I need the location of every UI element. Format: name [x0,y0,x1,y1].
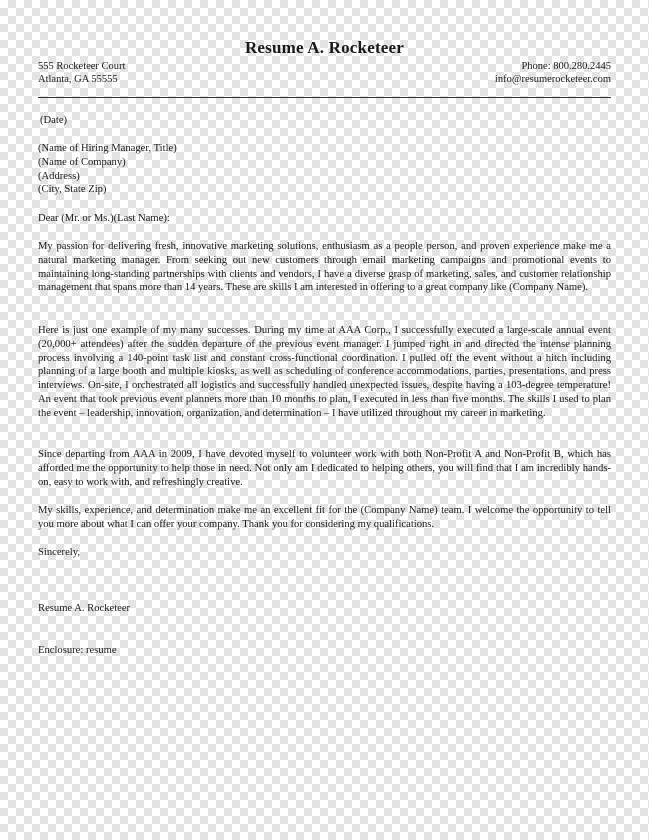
email-address: info@resumerocketeer.com [494,74,611,85]
recipient-block [38,142,611,197]
address-block [38,60,125,86]
contact-block [495,60,611,86]
recipient-line: (Address) [38,170,80,182]
recipient-line: (Name of Company) [38,156,126,168]
paragraph-1: My passion for delivering fresh, innovative marketing solutions, enthusiasm as a people person, and proven experience make me a natural marketing manager. From seeking out new customers through email marketing campaigns and promotional events to maintaining long-standing partnerships with clients and vendors, I have a diverse grasp of marketing, sales, and customer relationship management that spans more than 14 years. These are skills I am interested in offering to a great company like (Company Name). [38,241,611,294]
closing: Sincerely, [38,547,80,558]
paragraph-4: My skills, experience, and determination make me an excellent fit for the (Company Name) team. I welcome the opportunity to tell you more about what I can offer your company. Thank you for considering my qualifications. [38,505,611,530]
paragraph-2: Here is just one example of my many successes. During my time at AAA Corp., I successfully executed a large-scale annual event (20,000+ attendees) after the sudden departure of the previous event manager. I jumped right in and directed the intense planning process involving a 140-point task list and constant cross-functional coordination. I pulled off the event without a hitch including planning of a large booth and multiple kiosks, as well as scheduling of conference accommodations, parties, presentations, and press interviews. On-site, I orchestrated all logistics and successfully handled unexpected issues, despite having a 103-degree temperature! An event that took previous event planners more than 10 months to plan, I executed in less than five months. The skills I used to plan the event – leadership, innovation, organization, and determination – I have utilized throughout my career in marketing. [38,325,611,419]
letter-date: (Date) [40,115,68,126]
signature-name: Resume A. Rocketeer [38,603,131,614]
header-divider [38,97,611,98]
salutation: Dear (Mr. or Ms.)(Last Name): [38,213,170,224]
phone-number: Phone: 800.280.2445 [521,61,611,72]
address-line-2: Atlanta, GA 55555 [38,74,118,85]
enclosure-note: Enclosure: resume [38,645,117,656]
paragraph-3: Since departing from AAA in 2009, I have devoted myself to volunteer work with both Non-Profit A and Non-Profit B, which has afforded me the opportunity to help those in need. Not only am I dedicated to helping others, you will find that I am incredibly hands-on, easy to work with, and refreshingly creative. [38,449,611,488]
recipient-line: (City, State Zip) [38,184,107,196]
address-line-1: 555 Rocketeer Court [38,61,126,72]
recipient-line: (Name of Hiring Manager, Title) [38,143,177,154]
applicant-name: Resume A. Rocketeer [244,38,405,57]
